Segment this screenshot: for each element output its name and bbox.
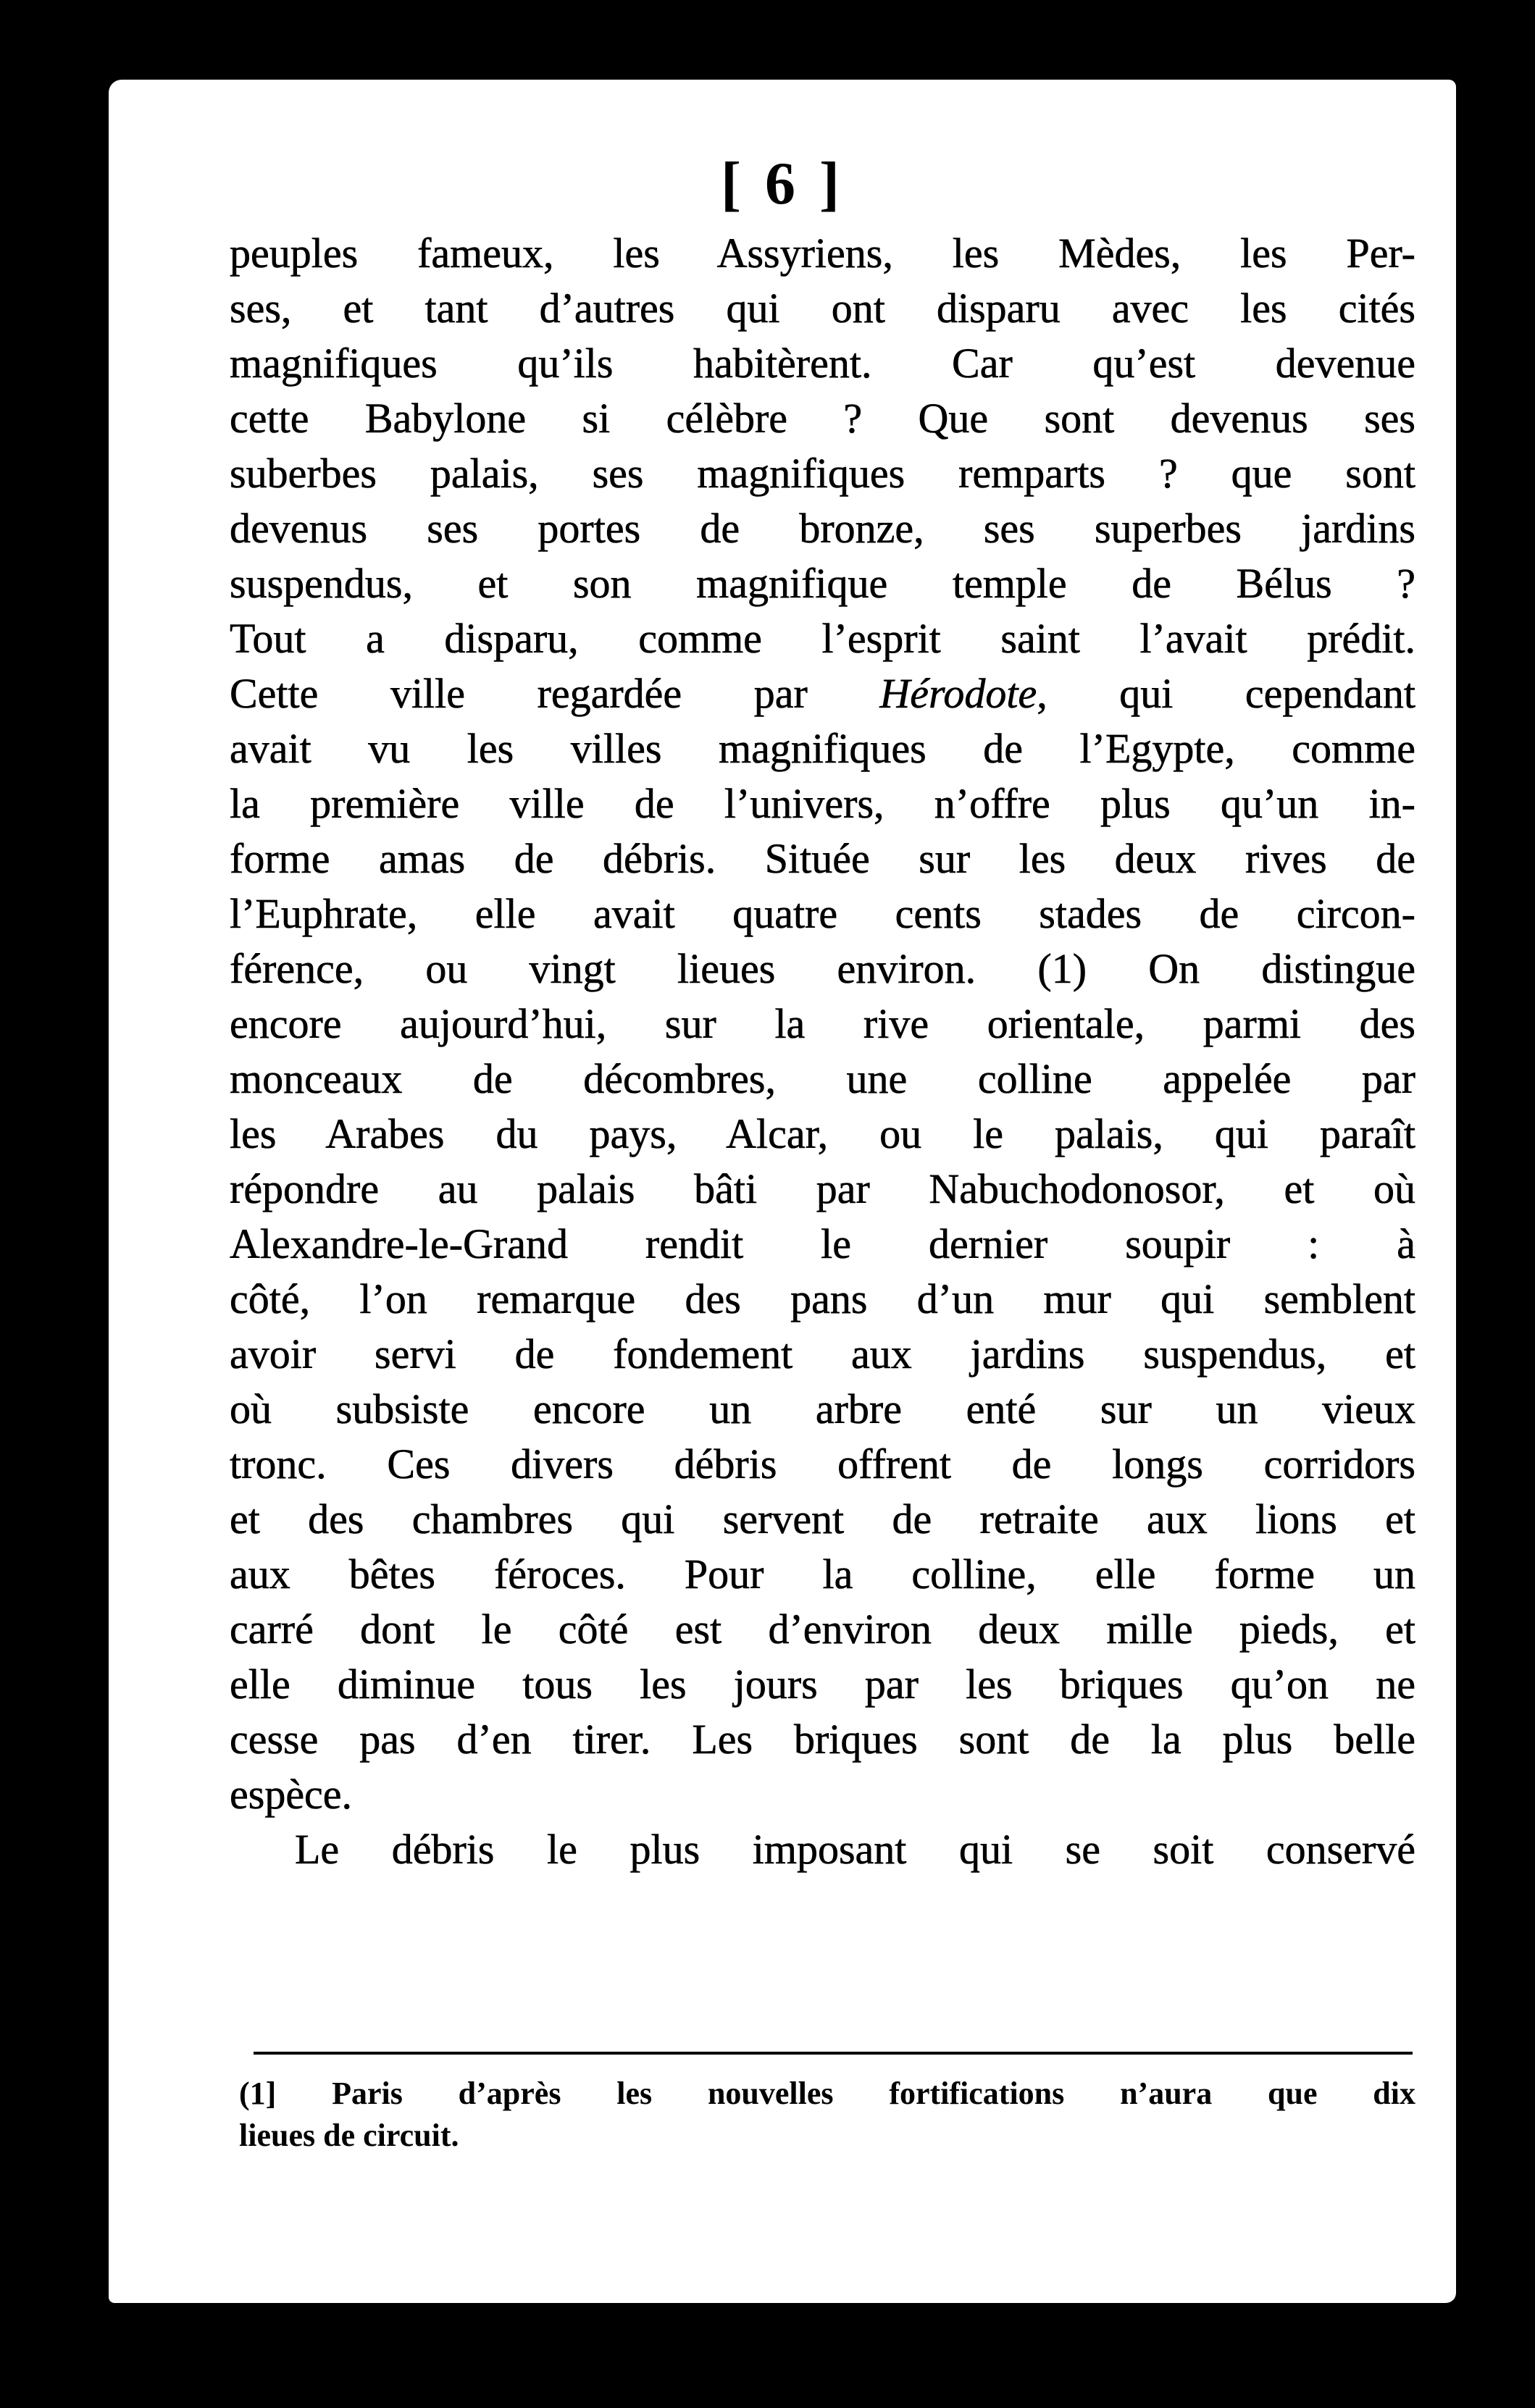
text-line: férence, ou vingt lieues environ. (1) On distingue bbox=[230, 945, 1415, 992]
text-line: aux bêtes féroces. Pour la colline, elle forme un bbox=[230, 1551, 1415, 1598]
footnote bbox=[239, 2073, 1415, 2157]
text-line: l’Euphrate, elle avait quatre cents stades de circon- bbox=[230, 890, 1415, 937]
text-line: cette Babylone si célèbre ? Que sont devenus ses bbox=[230, 395, 1415, 442]
text-fragment: , qui cependant bbox=[1037, 670, 1415, 717]
text-line: suberbes palais, ses magnifiques remparts ? que sont bbox=[230, 450, 1415, 497]
text-line: où subsiste encore un arbre enté sur un vieux bbox=[230, 1385, 1415, 1432]
body-text bbox=[230, 226, 1415, 1877]
text-line-paragraph-start: Le débris le plus imposant qui se soit conservé bbox=[295, 1826, 1415, 1873]
text-line: tronc. Ces divers débris offrent de longs corridors bbox=[230, 1440, 1415, 1488]
footnote-divider bbox=[254, 2052, 1413, 2055]
footnote-line: lieues de circuit. bbox=[239, 2118, 459, 2153]
text-line: elle diminue tous les jours par les briques qu’on ne bbox=[230, 1661, 1415, 1708]
footnote-line: (1] Paris d’après les nouvelles fortifications n’aura que dix bbox=[239, 2076, 1415, 2111]
text-line: avait vu les villes magnifiques de l’Egypte, comme bbox=[230, 725, 1415, 772]
text-line: ses, et tant d’autres qui ont disparu avec les cités bbox=[230, 285, 1415, 332]
text-line: forme amas de débris. Située sur les deux rives de bbox=[230, 835, 1415, 882]
text-line-paragraph-end: espèce. bbox=[230, 1771, 353, 1818]
text-line-herodote bbox=[230, 666, 1415, 721]
text-line: avoir servi de fondement aux jardins suspendus, et bbox=[230, 1330, 1415, 1377]
text-line: répondre au palais bâti par Nabuchodonosor, et où bbox=[230, 1165, 1415, 1212]
text-line: cesse pas d’en tirer. Les briques sont de la plus belle bbox=[230, 1716, 1415, 1763]
text-line: devenus ses portes de bronze, ses superbes jardins bbox=[230, 505, 1415, 552]
italic-name-herodote: Hérodote bbox=[879, 670, 1037, 717]
text-line: suspendus, et son magnifique temple de Bélus ? bbox=[230, 560, 1415, 607]
text-line: les Arabes du pays, Alcar, ou le palais, qui paraît bbox=[230, 1110, 1415, 1157]
text-line: et des chambres qui servent de retraite aux lions et bbox=[230, 1495, 1415, 1543]
text-line: côté, l’on remarque des pans d’un mur qui semblent bbox=[230, 1275, 1415, 1322]
text-fragment: Cette ville regardée par bbox=[230, 670, 880, 717]
text-line: magnifiques qu’ils habitèrent. Car qu’est devenue bbox=[230, 340, 1415, 387]
text-line: la première ville de l’univers, n’offre plus qu’un in- bbox=[230, 780, 1415, 827]
book-page bbox=[109, 80, 1456, 2303]
text-line: monceaux de décombres, une colline appelée par bbox=[230, 1055, 1415, 1102]
text-line: peuples fameux, les Assyriens, les Mèdes, les Per- bbox=[230, 230, 1415, 277]
text-line: Tout a disparu, comme l’esprit saint l’avait prédit. bbox=[230, 615, 1415, 662]
page-number: [ 6 ] bbox=[721, 150, 844, 217]
text-line: carré dont le côté est d’environ deux mille pieds, et bbox=[230, 1606, 1415, 1653]
text-line: Alexandre-le-Grand rendit le dernier soupir : à bbox=[230, 1220, 1415, 1267]
text-line: encore aujourd’hui, sur la rive orientale, parmi des bbox=[230, 1000, 1415, 1047]
